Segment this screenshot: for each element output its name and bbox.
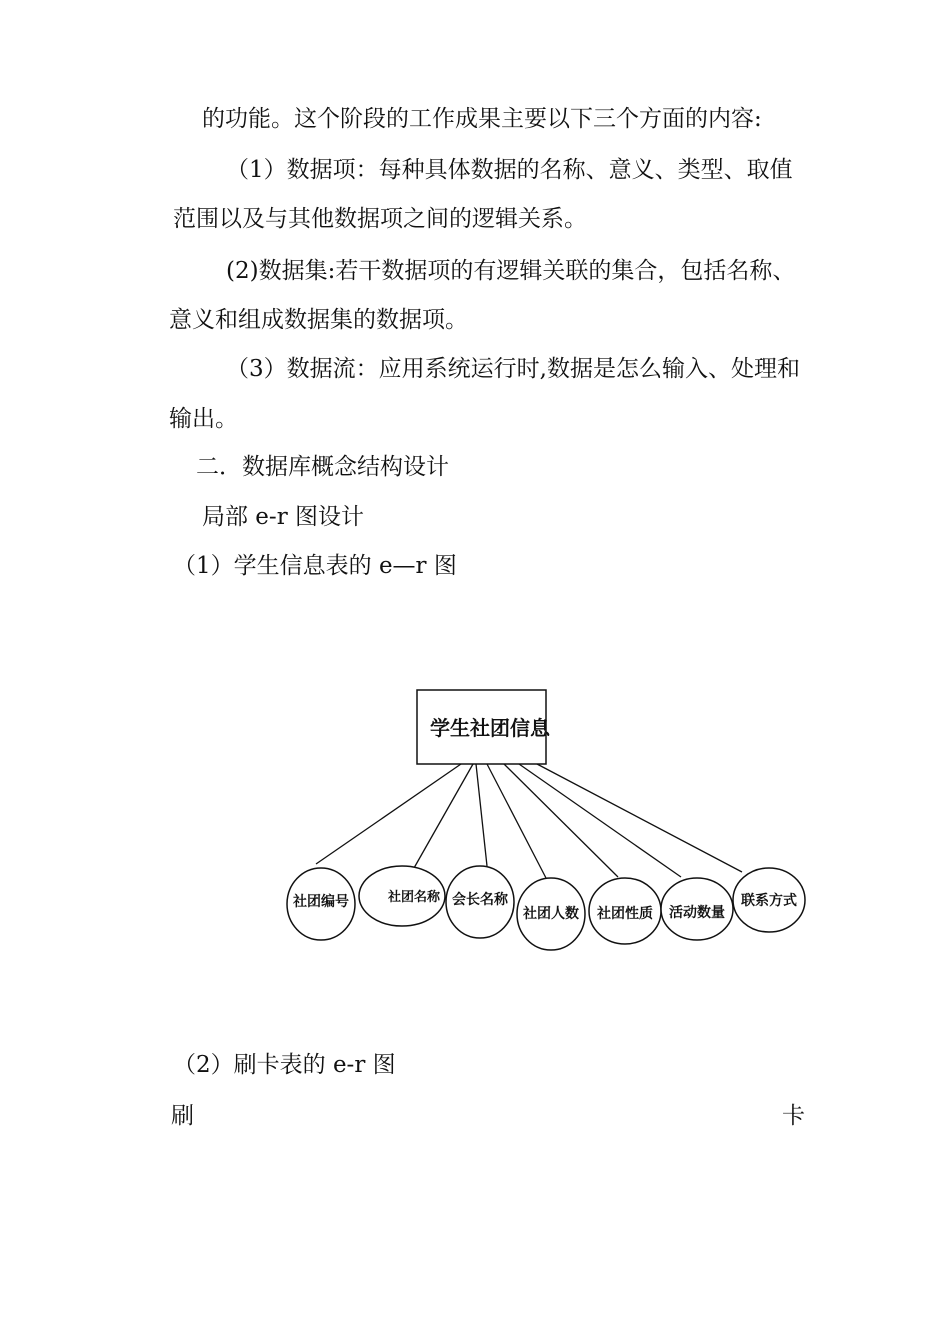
paragraph-line-6: （3）数据流：应用系统运行时,数据是怎么输入、处理和 <box>226 356 800 382</box>
figure-caption-1: （1）学生信息表的 e—r 图 <box>173 553 457 579</box>
entity-label: 学生社团信息 <box>430 716 550 740</box>
figure-caption-2: （2）刷卡表的 e-r 图 <box>173 1052 396 1078</box>
table-label-right: 卡 <box>782 1103 805 1129</box>
attribute-label-7: 联系方式 <box>741 893 797 909</box>
section-heading: 二．数据库概念结构设计 <box>196 454 449 480</box>
attribute-label-6: 活动数量 <box>669 905 725 921</box>
paragraph-line-2: （1）数据项：每种具体数据的名称、意义、类型、取值 <box>226 157 793 183</box>
paragraph-line-5: 意义和组成数据集的数据项。 <box>169 307 468 333</box>
subsection-heading: 局部 e-r 图设计 <box>202 504 364 530</box>
attribute-7 <box>733 868 805 932</box>
connector-1 <box>316 764 461 864</box>
paragraph-line-3: 范围以及与其他数据项之间的逻辑关系。 <box>173 206 587 232</box>
attribute-3 <box>446 866 514 938</box>
connector-2 <box>414 764 473 868</box>
connector-4 <box>487 764 546 878</box>
attribute-1 <box>287 868 355 940</box>
connector-3 <box>476 764 487 866</box>
attribute-label-4: 社团人数 <box>523 906 579 922</box>
table-label-left: 刷 <box>171 1103 194 1129</box>
attribute-label-5: 社团性质 <box>597 906 653 922</box>
paragraph-line-1: 的功能。这个阶段的工作成果主要以下三个方面的内容: <box>202 106 762 132</box>
paragraph-line-7: 输出。 <box>169 406 238 432</box>
attribute-label-1: 社团编号 <box>293 894 349 910</box>
attribute-6 <box>661 878 733 940</box>
attribute-label-2: 社团名称 <box>387 890 441 905</box>
attribute-label-3: 会长名称 <box>452 892 508 908</box>
attribute-4 <box>517 878 585 950</box>
connector-7 <box>537 764 742 872</box>
attribute-5 <box>589 878 661 944</box>
attribute-2 <box>359 866 445 926</box>
paragraph-line-4: (2)数据集:若干数据项的有逻辑关联的集合，包括名称、 <box>226 258 796 284</box>
